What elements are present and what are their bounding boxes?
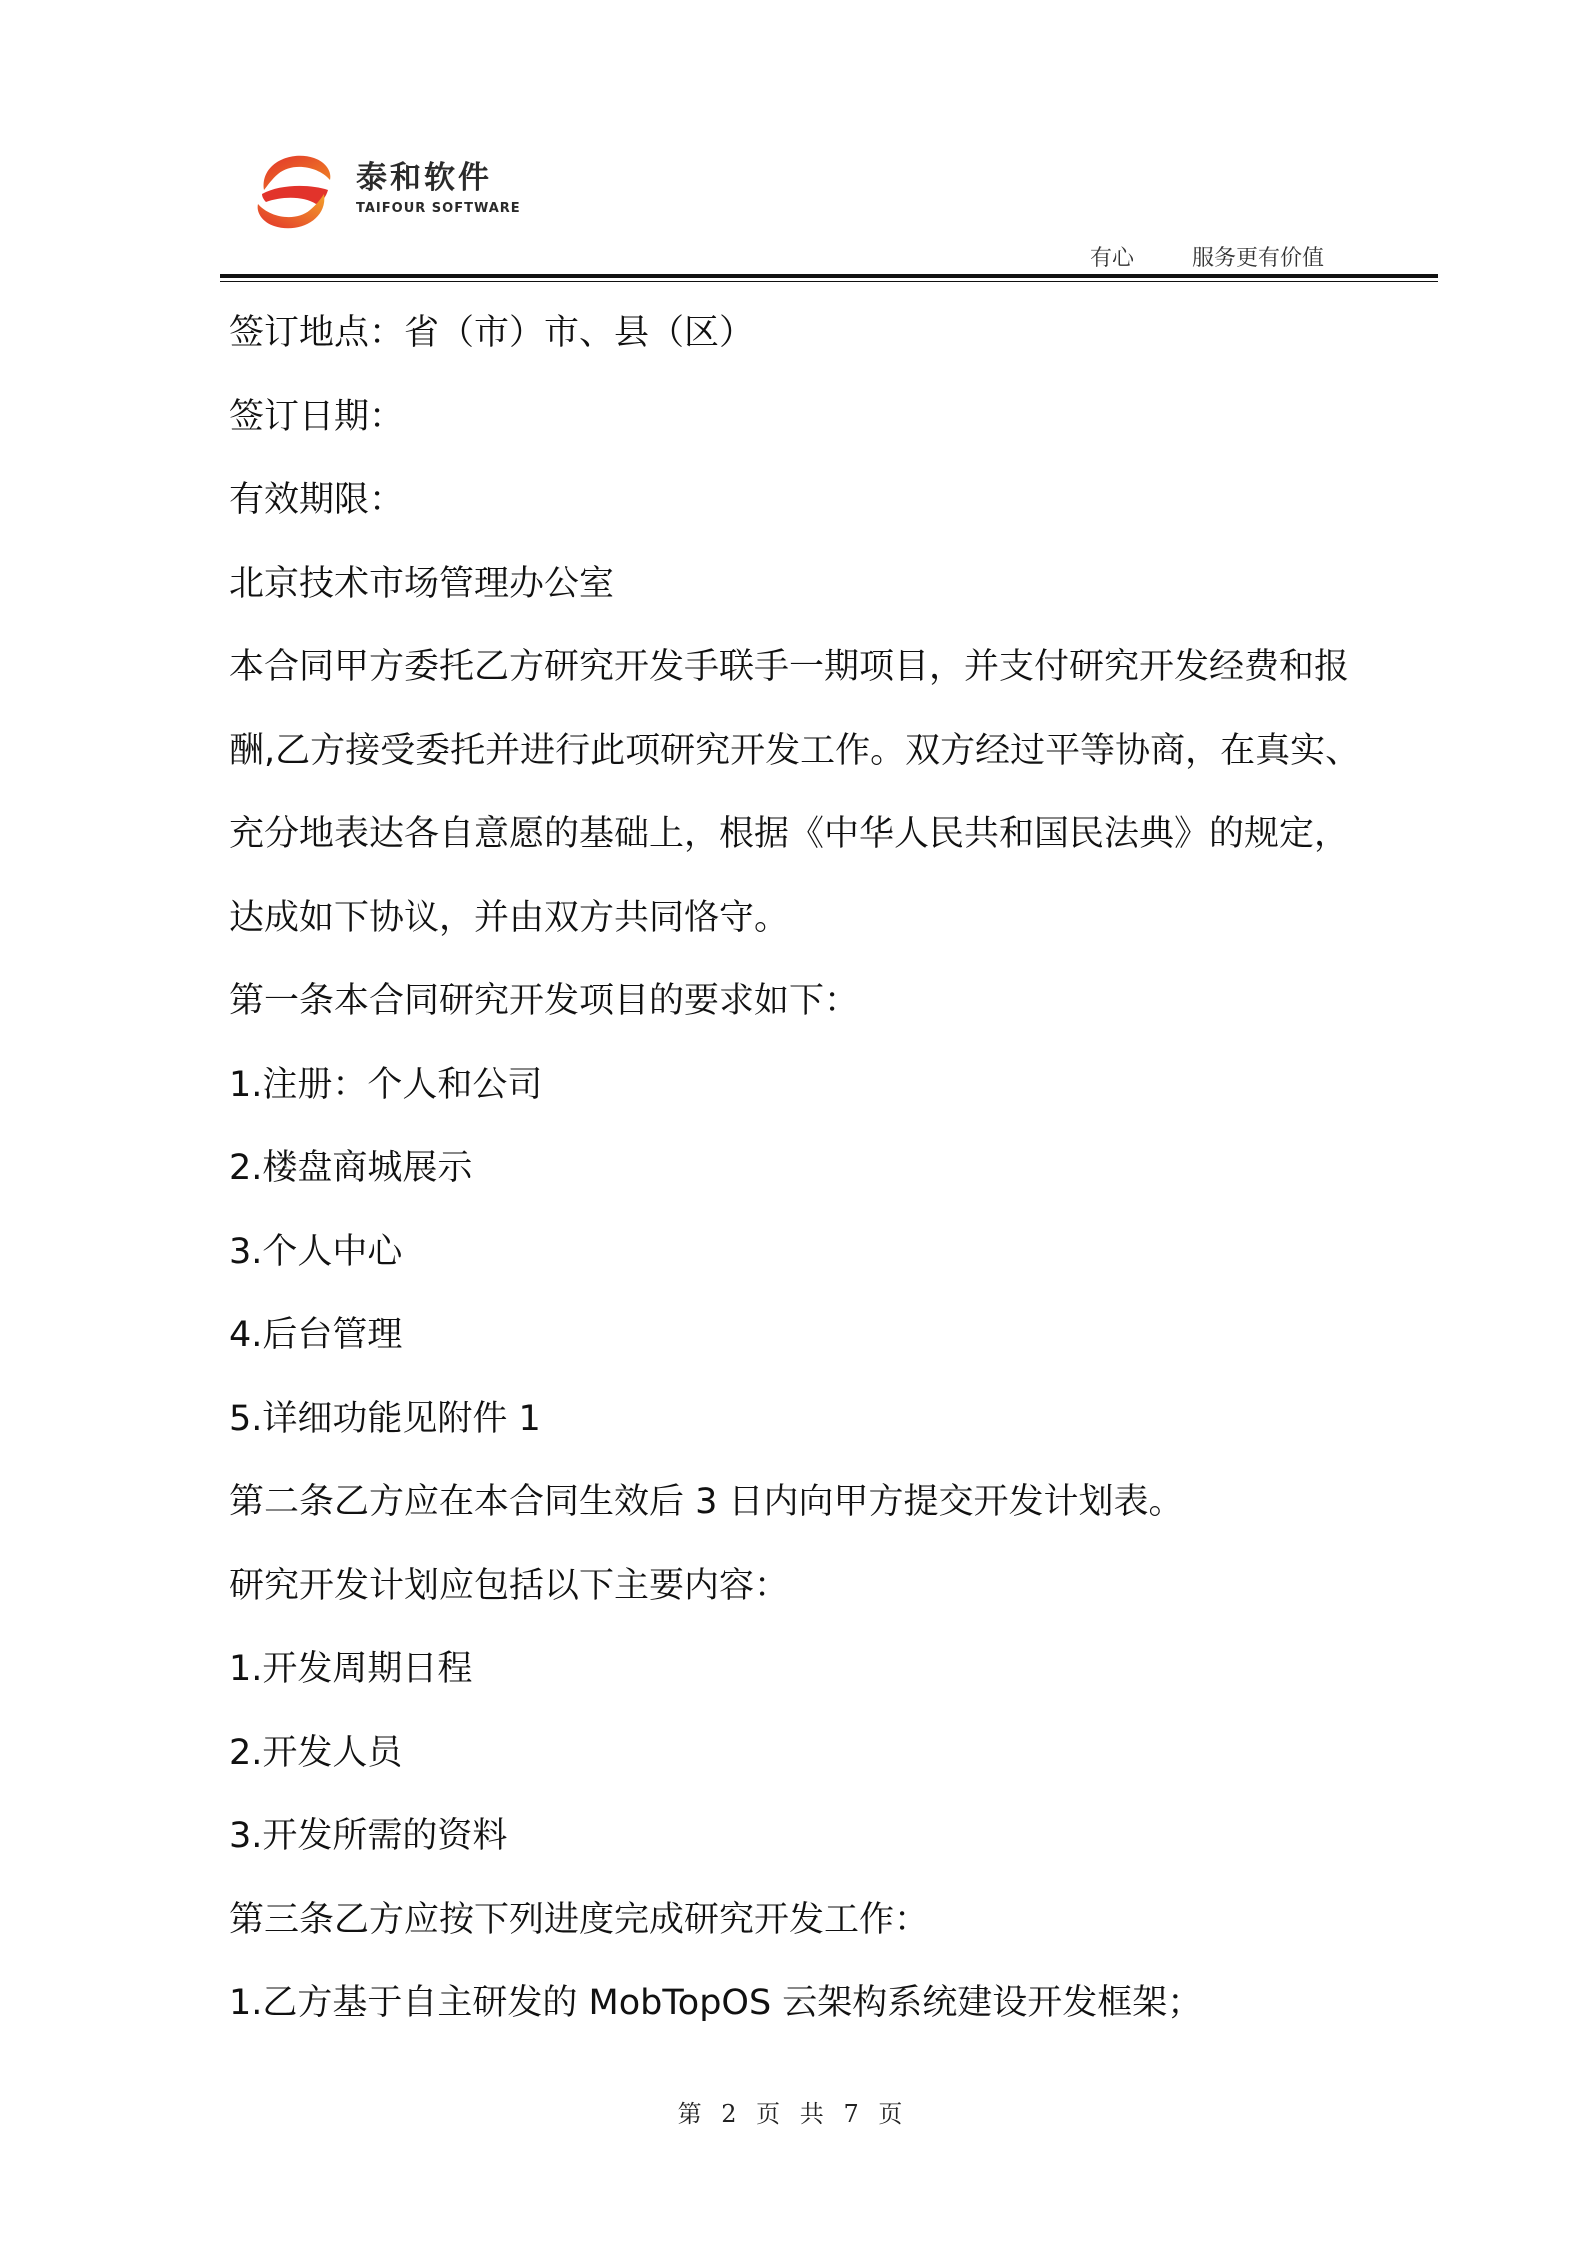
header-rule-thick bbox=[220, 274, 1438, 278]
article-1-item-3: 3.个人中心 bbox=[229, 1231, 403, 1272]
body-line-preamble-1: 本合同甲方委托乙方研究开发手联手一期项目，并支付研究开发经费和报 bbox=[229, 647, 1350, 687]
body-line-validity: 有效期限： bbox=[229, 480, 405, 520]
article-2-item-2: 2.开发人员 bbox=[229, 1732, 403, 1773]
body-line-preamble-4: 达成如下协议，并由双方共同恪守。 bbox=[229, 897, 790, 938]
article-1-item-5: 5.详细功能见附件 1 bbox=[229, 1398, 541, 1439]
brand-block bbox=[356, 158, 521, 218]
slogan-right: 服务更有价值 bbox=[1192, 246, 1325, 271]
body-line-preamble-2: 酬,乙方接受委托并进行此项研究开发工作。双方经过平等协商，在真实、 bbox=[229, 730, 1361, 771]
taifour-swoosh-logo-icon bbox=[256, 150, 332, 232]
header-slogan bbox=[1090, 244, 1350, 274]
article-2-intro: 研究开发计划应包括以下主要内容： bbox=[229, 1565, 790, 1606]
body-line-office: 北京技术市场管理办公室 bbox=[229, 563, 615, 604]
body-line-signing-date: 签订日期： bbox=[229, 396, 405, 437]
article-1-item-1: 1.注册：个人和公司 bbox=[229, 1064, 543, 1105]
article-2-heading: 第二条乙方应在本合同生效后 3 日内向甲方提交开发计划表。 bbox=[229, 1482, 1184, 1522]
contract-body bbox=[229, 292, 1444, 2046]
body-line-preamble-3: 充分地表达各自意愿的基础上，根据《中华人民共和国民法典》的规定， bbox=[229, 814, 1350, 854]
brand-name-cn: 泰和软件 bbox=[356, 160, 492, 196]
page-number-footer: 第 2 页 共 7 页 bbox=[677, 2100, 909, 2128]
article-2-item-1: 1.开发周期日程 bbox=[229, 1649, 473, 1689]
article-1-item-2: 2.楼盘商城展示 bbox=[229, 1148, 473, 1188]
slogan-left: 有心 bbox=[1090, 246, 1135, 271]
article-1-item-4: 4.后台管理 bbox=[229, 1315, 403, 1355]
brand-name-en: TAIFOUR SOFTWARE bbox=[356, 201, 521, 216]
article-3-item-1: 1.乙方基于自主研发的 MobTopOS 云架构系统建设开发框架； bbox=[229, 1983, 1203, 2023]
header-rule-thin bbox=[220, 281, 1438, 282]
article-2-item-3: 3.开发所需的资料 bbox=[229, 1816, 508, 1856]
body-line-signing-place: 签订地点：省（市）市、县（区） bbox=[229, 313, 755, 353]
article-3-heading: 第三条乙方应按下列进度完成研究开发工作： bbox=[229, 1899, 930, 1940]
article-1-heading: 第一条本合同研究开发项目的要求如下： bbox=[229, 981, 860, 1021]
